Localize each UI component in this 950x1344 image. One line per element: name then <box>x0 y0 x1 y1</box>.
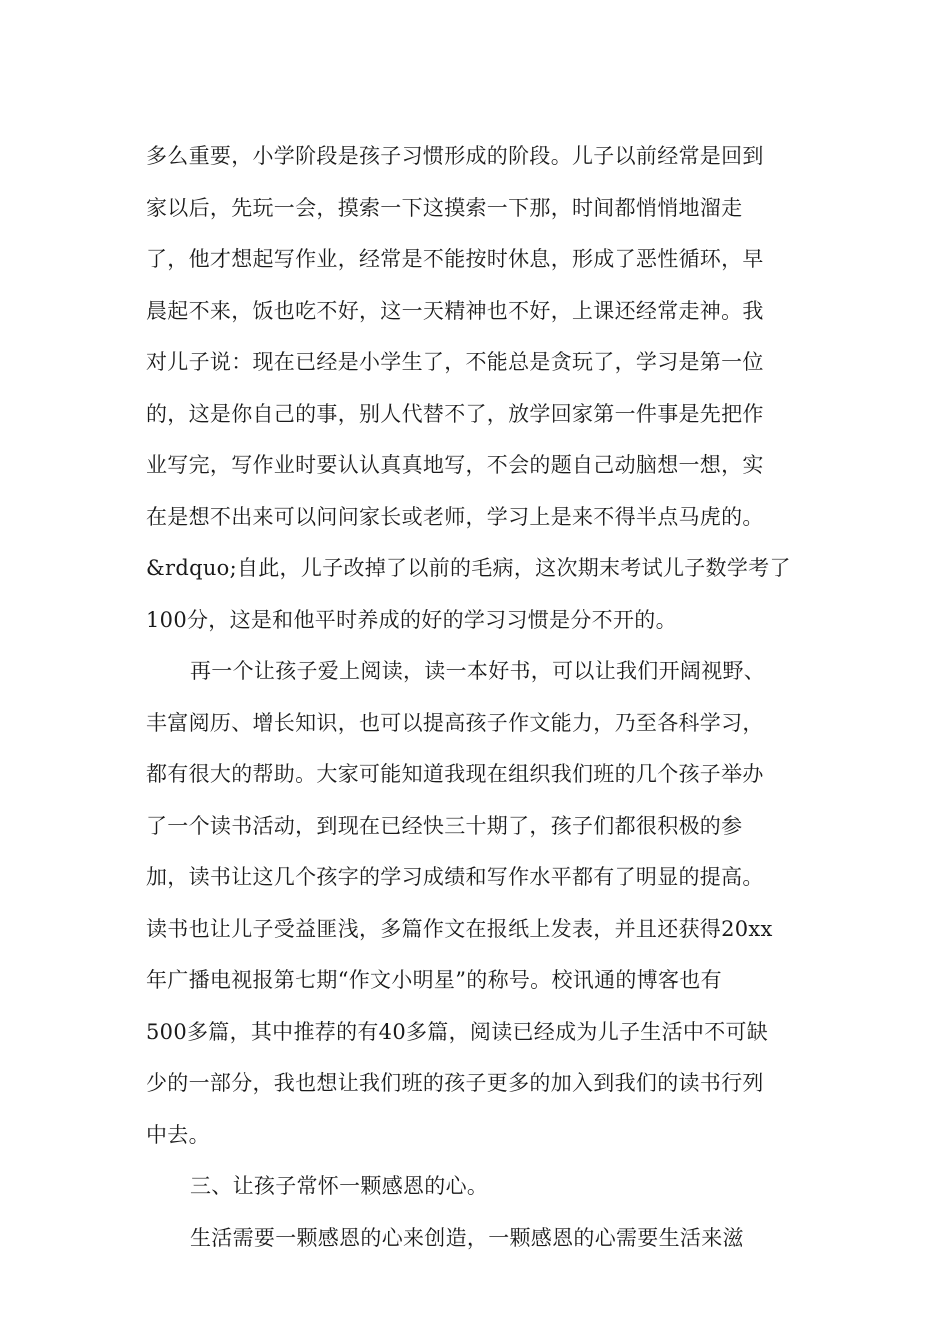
text-line: 都有很大的帮助。大家可能知道我现在组织我们班的几个孩子举办 <box>146 762 764 786</box>
paragraph-start-line: 再一个让孩子爱上阅读，读一本好书，可以让我们开阔视野、 <box>190 659 766 683</box>
text-line: 少的一部分，我也想让我们班的孩子更多的加入到我们的读书行列 <box>146 1071 764 1095</box>
text-line: 对儿子说：现在已经是小学生了，不能总是贪玩了，学习是第一位 <box>146 350 764 374</box>
text-line: 家以后，先玩一会，摸索一下这摸索一下那，时间都悄悄地溜走 <box>146 195 743 220</box>
text-line: 业写完，写作业时要认认真真地写，不会的题自己动脑想一想，实 <box>146 453 764 477</box>
text-line: 了，他才想起写作业，经常是不能按时休息，形成了恶性循环，早 <box>146 247 764 271</box>
text-line: &rdquo;自此，儿子改掉了以前的毛病，这次期末考试儿子数学考了 <box>146 556 791 580</box>
text-line: 了一个读书活动，到现在已经快三十期了，孩子们都很积极的参 <box>146 813 743 838</box>
document-body <box>146 131 806 1264</box>
text-line: 100分，这是和他平时养成的好的学习习惯是分不开的。 <box>146 607 677 632</box>
paragraph-start-line: 生活需要一颗感恩的心来创造，一颗感恩的心需要生活来滋 <box>190 1225 744 1250</box>
text-line: 丰富阅历、增长知识，也可以提高孩子作文能力，乃至各科学习， <box>146 710 764 735</box>
text-line: 在是想不出来可以问问家长或老师，学习上是来不得半点马虎的。 <box>146 504 764 529</box>
text-line: 500多篇，其中推荐的有40多篇，阅读已经成为儿子生活中不可缺 <box>146 1019 769 1044</box>
text-line: 加，读书让这几个孩字的学习成绩和写作水平都有了明显的提高。 <box>146 865 764 889</box>
text-line: 读书也让儿子受益匪浅，多篇作文在报纸上发表，并且还获得20xx <box>146 916 773 941</box>
section-heading: 三、让孩子常怀一颗感恩的心。 <box>190 1174 489 1198</box>
text-line: 的，这是你自己的事，别人代替不了，放学回家第一件事是先把作 <box>146 401 764 426</box>
text-line: 年广播电视报第七期“作文小明星”的称号。校讯通的博客也有 <box>146 968 722 992</box>
text-line: 多么重要，小学阶段是孩子习惯形成的阶段。儿子以前经常是回到 <box>146 144 764 168</box>
text-line: 中去。 <box>146 1122 210 1147</box>
text-line: 晨起不来，饭也吃不好，这一天精神也不好，上课还经常走神。我 <box>146 298 764 323</box>
